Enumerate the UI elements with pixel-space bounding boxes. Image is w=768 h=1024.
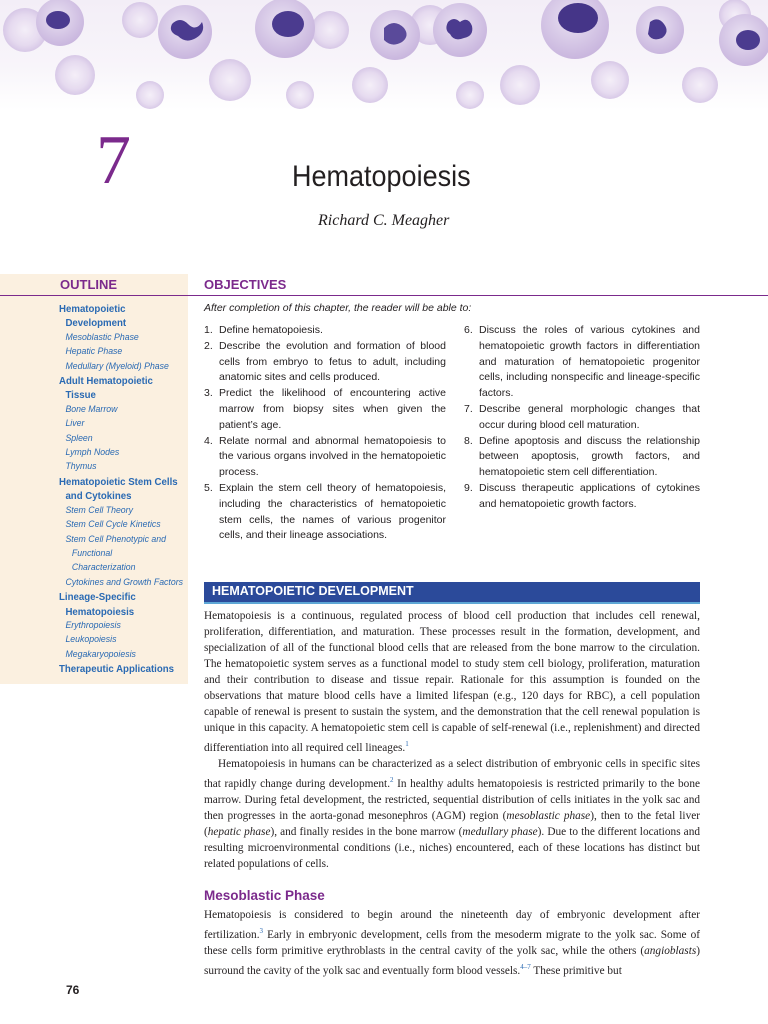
objectives-rule	[188, 295, 768, 296]
objective-item	[464, 434, 700, 481]
outline-main-item[interactable]	[59, 302, 179, 331]
outline-item-line: Lineage-Specific	[59, 591, 136, 604]
outline-item-line: Stem Cell Cycle Kinetics	[65, 519, 161, 531]
outline-sub-item[interactable]	[59, 576, 183, 590]
objective-item	[464, 481, 700, 513]
objective-text: Explain the stem cell theory of hematopoiesis, including the characteristics of hematopoietic stem cells, the names of various progenitor cells, and their lineage associations.	[219, 481, 446, 542]
outline-sub-item[interactable]	[59, 619, 179, 633]
objective-item	[464, 402, 700, 434]
outline-sub-item[interactable]	[59, 446, 179, 460]
outline-sub-item[interactable]	[59, 417, 179, 431]
outline-item-line: Medullary (Myeloid) Phase	[65, 360, 169, 372]
outline-rule	[0, 295, 188, 296]
objective-number: 8.	[464, 434, 473, 447]
objective-item	[204, 386, 446, 433]
objective-text: Define apoptosis and discuss the relationship between apoptosis, growth factors, and hematopoietic stem cell differentiation.	[479, 434, 700, 479]
outline-item-line: Erythropoiesis	[65, 619, 121, 631]
outline-item-line: Development	[65, 317, 127, 330]
outline-sub-item[interactable]	[59, 518, 179, 532]
subsection-body	[204, 907, 700, 979]
objective-number: 9.	[464, 481, 473, 494]
objective-number: 6.	[464, 324, 473, 336]
objective-number: 3.	[204, 387, 213, 400]
outline-item-line: Hematopoiesis	[65, 605, 135, 618]
outline-item-line: Mesoblastic Phase	[65, 331, 139, 343]
header-banner-image	[0, 0, 768, 110]
outline-sub-item[interactable]	[59, 403, 179, 417]
chapter-title: Hematopoiesis	[292, 160, 471, 193]
outline-main-item[interactable]	[59, 662, 179, 676]
outline-sub-item[interactable]	[59, 633, 179, 647]
objective-number: 5.	[204, 481, 213, 494]
objective-number: 1.	[204, 324, 213, 336]
objective-text: Describe the evolution and formation of blood cells from embryo to fetus to adult, including anatomic sites and cells produced.	[219, 339, 446, 384]
objectives-intro: After completion of this chapter, the reader will be able to:	[204, 302, 472, 314]
paragraph-3: Hematopoiesis is considered to begin around the nineteenth day of embryonic development after fertilization.$^3$ Early in embryonic development, cells from the mesoderm migrate to the yolk sac. Some of these cells form primitive erythroblasts in the central cavity of the yolk sac, while the others (angioblasts) surround the cavity of the yolk sac and eventually form blood vessels.$^{4-7}$ These primitive but	[204, 909, 700, 977]
objective-item	[464, 323, 700, 402]
outline-item-line: Lymph Nodes	[65, 447, 120, 459]
objective-text: Relate normal and abnormal hematopoiesis to the various organs involved in the hematopoietic process.	[219, 434, 446, 479]
objective-number: 7.	[464, 402, 473, 415]
outline-item-line: Functional	[71, 547, 113, 559]
outline-item-line: Cytokines and Growth Factors	[65, 576, 183, 588]
outline-heading: OUTLINE	[60, 277, 118, 292]
paragraph-1: Hematopoiesis is a continuous, regulated process of blood cell production that includes cell renewal, proliferation, differentiation, and maturation. These processes result in the formation, development, and specialization of all of the functional blood cells that are released from the bone marrow to the circulation. The hematopoietic system serves as a functional model to study stem cell biology, proliferation, maturation and their contribution to disease and tissue repair. Rationale for this assumption is founded on the observations that mature blood cells have a limited lifespan (e.g., 120 days for RBC), a cell population capable of renewal is present to sustain the system, and the demonstration that the cell renewal population is unique in this capacity. A hematopoietic stem cell is capable of self-renewal (i.e., replenishment) and directed differentiation into all required cell lineages.$^1$	[204, 610, 700, 754]
outline-sub-item[interactable]	[59, 648, 179, 662]
section-body	[204, 608, 700, 872]
outline-list	[59, 302, 189, 677]
outline-item-line: Liver	[65, 418, 85, 430]
blood-cells-illustration	[0, 0, 768, 110]
outline-sub-item[interactable]	[59, 504, 179, 518]
reference-link[interactable]: 3	[259, 927, 264, 935]
outline-item-line: Adult Hematopoietic	[59, 375, 153, 388]
outline-item-line: Hematopoietic	[59, 303, 126, 315]
chapter-author: Richard C. Meagher	[318, 212, 450, 229]
objectives-heading: OBJECTIVES	[204, 277, 287, 292]
outline-sub-item[interactable]	[59, 460, 179, 474]
page-number: 76	[66, 983, 80, 997]
outline-sub-item[interactable]	[59, 360, 179, 374]
outline-sub-item[interactable]	[59, 345, 179, 359]
objective-item	[204, 434, 446, 481]
outline-item-line: Thymus	[65, 461, 97, 473]
outline-item-line: Stem Cell Phenotypic and	[65, 533, 167, 545]
objectives-right-column	[464, 323, 700, 513]
outline-item-line: Tissue	[65, 389, 96, 402]
objective-text: Discuss therapeutic applications of cytokines and hematopoietic growth factors.	[479, 481, 700, 510]
outline-main-item[interactable]	[59, 590, 179, 619]
outline-item-line: Characterization	[71, 562, 136, 574]
objective-item	[204, 339, 446, 386]
paragraph-2: Hematopoiesis in humans can be characterized as a select distribution of embryonic cells in specific sites that rapidly change during development.$^2$ In healthy adults hematopoiesis is restricted primarily to the bone marrow. During fetal development, the restricted, sequential distribution of cells initiates in the yolk sac and then progresses in the aorta-gonad mesonephros (AGM) region (mesoblastic phase), then to the fetal liver (hepatic phase), and finally resides in the bone marrow (medullary phase). Due to the different locations and resulting microenvironmental conditions (i.e., niches) encountered, each of these locations has distinct but related populations of cells.	[204, 757, 700, 870]
outline-item-line: Hematopoietic Stem Cells	[59, 475, 178, 488]
outline-main-item[interactable]	[59, 475, 179, 504]
outline-item-line: Therapeutic Applications	[59, 663, 175, 676]
chapter-number: 7	[96, 122, 131, 199]
objective-number: 2.	[204, 339, 213, 352]
reference-link[interactable]: 2	[390, 775, 394, 784]
objectives-left-column	[204, 323, 446, 544]
subsection-heading: Mesoblastic Phase	[204, 888, 325, 903]
outline-sub-item[interactable]	[59, 432, 179, 446]
objective-number: 4.	[204, 434, 213, 447]
outline-item-line: Spleen	[65, 432, 93, 444]
outline-sub-item[interactable]	[59, 533, 179, 576]
objective-item	[204, 481, 446, 544]
outline-item-line: Stem Cell Theory	[65, 504, 133, 516]
objective-text: Define hematopoiesis.	[219, 324, 323, 336]
reference-link[interactable]: 4–7	[520, 962, 531, 971]
outline-item-line: Bone Marrow	[65, 403, 118, 415]
outline-item-line: and Cytokines	[65, 490, 132, 503]
section-heading-bar	[204, 582, 700, 604]
outline-item-line: Hepatic Phase	[65, 346, 123, 358]
outline-sub-item[interactable]	[59, 331, 179, 345]
objective-text: Describe general morphologic changes that occur during blood cell maturation.	[479, 402, 700, 431]
objective-text: Discuss the roles of various cytokines and hematopoietic growth factors in differentiation and maturation of hematopoietic progenitor cells, including nonspecific and lineage-specific factors.	[479, 324, 700, 400]
outline-main-item[interactable]	[59, 374, 179, 403]
section-heading: HEMATOPOIETIC DEVELOPMENT	[212, 584, 414, 598]
objective-item	[204, 323, 446, 339]
outline-item-line: Megakaryopoiesis	[65, 648, 136, 660]
objective-text: Predict the likelihood of encountering active marrow from biopsy sites when given the patient’s age.	[219, 387, 446, 431]
outline-item-line: Leukopoiesis	[65, 634, 117, 646]
reference-link[interactable]: 1	[405, 740, 409, 748]
